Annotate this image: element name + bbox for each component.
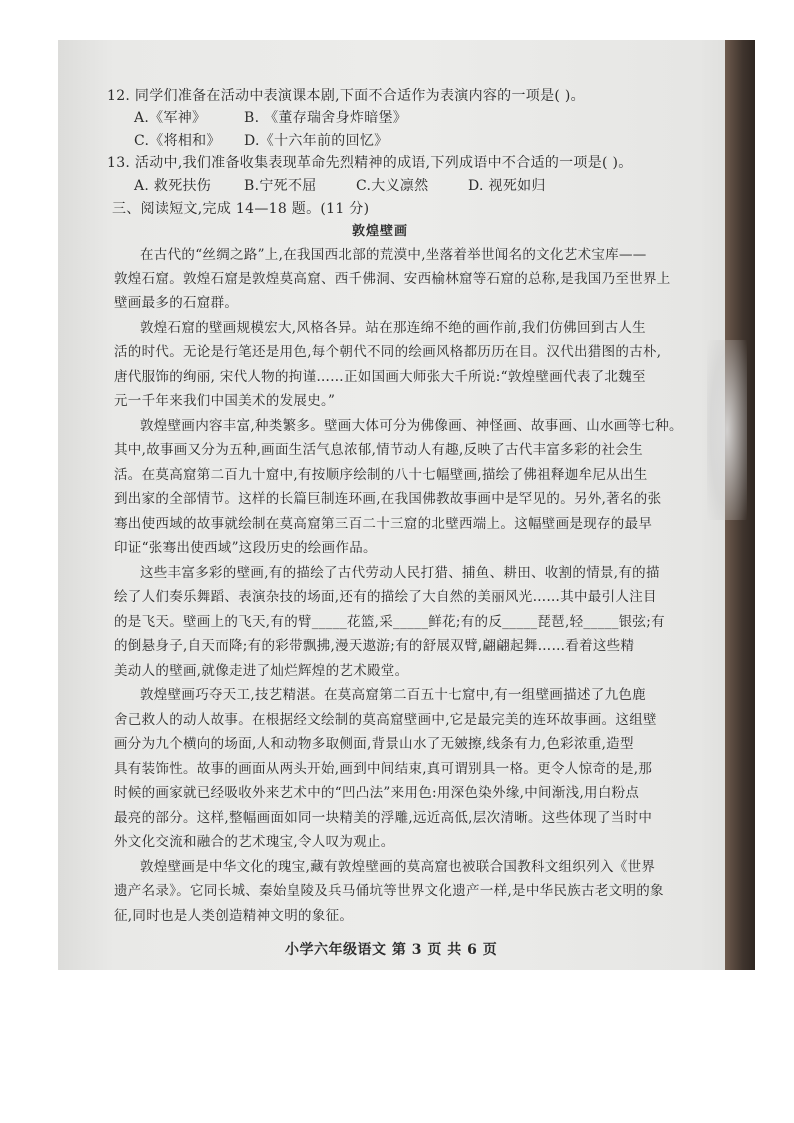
section-three-heading: 三、阅读短文,完成 14—18 题。(11 分) — [112, 201, 370, 217]
question-13-option-d: D. 视死如归 — [468, 178, 546, 194]
article-line: 敦煌壁画是中华文化的瑰宝,藏有敦煌壁画的莫高窟也被联合国教科文组织列入《世界 — [140, 859, 656, 875]
article-line: 具有装饰性。故事的画面从两头开始,画到中间结束,真可谓别具一格。更令人惊奇的是,那 — [114, 761, 653, 777]
article-line-with-blanks: 的是飞天。壁画上的飞天,有的臂_____花篮,采_____鲜花;有的反_____琵琶,轻_____银弦;有 — [114, 614, 665, 630]
page-footer: 小学六年级语文 第 3 页 共 6 页 — [285, 942, 498, 958]
article-line: 活。在莫高窟第二百九十窟中,有按顺序绘制的八十七幅壁画,描绘了佛祖释迦牟尼从出生 — [114, 467, 648, 483]
question-13-option-c: C.大义凛然 — [356, 178, 429, 194]
question-13-option-a: A. 救死扶伤 — [134, 178, 212, 194]
exam-paper — [58, 40, 725, 970]
article-line: 其中,故事画又分为五种,画面生活气息浓郁,情节动人有趣,反映了古代丰富多彩的社会生 — [114, 442, 643, 458]
article-line: 敦煌石窟。敦煌石窟是敦煌莫高窟、西千佛洞、安西榆林窟等石窟的总称,是我国乃至世界上 — [114, 271, 671, 287]
question-12-option-d: D.《十六年前的回忆》 — [244, 133, 389, 149]
light-glare — [707, 340, 747, 520]
article-line: 壁画最多的石窟群。 — [114, 295, 239, 311]
question-13-stem: 13. 活动中,我们准备收集表现革命先烈精神的成语,下列成语中不合适的一项是( )。 — [107, 155, 633, 171]
question-12-option-a: A.《军神》 — [134, 110, 207, 126]
article-line: 唐代服饰的绚丽, 宋代人物的拘谨……正如国画大师张大千所说:“敦煌壁画代表了北魏至 — [114, 369, 646, 385]
article-line: 的倒悬身子,自天而降;有的彩带飘拂,漫天遨游;有的舒展双臂,翩翩起舞……看着这些精 — [114, 638, 635, 654]
question-12-option-c: C.《将相和》 — [134, 133, 221, 149]
photographed-page — [58, 40, 755, 970]
article-line: 骞出使西域的故事就绘制在莫高窟第三百二十三窟的北壁西端上。这幅壁画是现存的最早 — [114, 516, 653, 532]
article-line: 画分为九个横向的场面,人和动物多取侧面,背景山水了无皴擦,线条有力,色彩浓重,造型 — [114, 736, 634, 752]
article-line: 时候的画家就已经吸收外来艺术中的“凹凸法”来用色:用深色染外缘,中间渐浅,用白粉点 — [114, 785, 640, 801]
article-line: 敦煌壁画巧夺天工,技艺精湛。在莫高窟第二百五十七窟中,有一组壁画描述了九色鹿 — [140, 687, 646, 703]
article-line: 绘了人们奏乐舞蹈、表演杂技的场面,还有的描绘了大自然的美丽风光……其中最引人注目 — [114, 589, 657, 605]
article-line: 这些丰富多彩的壁画,有的描绘了古代劳动人民打猎、捕鱼、耕田、收割的情景,有的描 — [140, 565, 660, 581]
article-line: 到出家的全部情节。这样的长篇巨制连环画,在我国佛教故事画中是罕见的。另外,著名的张 — [114, 491, 662, 507]
question-13-option-b: B.宁死不屈 — [244, 178, 317, 194]
article-line: 遗产名录》。它同长城、秦始皇陵及兵马俑坑等世界文化遗产一样,是中华民族古老文明的象 — [114, 883, 664, 899]
article-line: 敦煌石窟的壁画规模宏大,风格各异。站在那连绵不绝的画作前,我们仿佛回到古人生 — [140, 320, 646, 336]
question-12-options-row1 — [134, 108, 407, 128]
article-line: 美动人的壁画,就像走进了灿烂辉煌的艺术殿堂。 — [114, 663, 409, 679]
article-line: 印证“张骞出使西域”这段历史的绘画作品。 — [114, 540, 377, 556]
article-line: 在古代的“丝绸之路”上,在我国西北部的荒漠中,坐落着举世闻名的文化艺术宝库—— — [140, 247, 647, 263]
article-line: 元一千年来我们中国美术的发展史。” — [114, 393, 336, 409]
article-line: 舍己救人的动人故事。在根据经文绘制的莫高窟壁画中,它是最完美的连环故事画。这组壁 — [114, 712, 657, 728]
article-line: 最亮的部分。这样,整幅画面如同一块精美的浮雕,远近高低,层次清晰。这些体现了当时中 — [114, 810, 653, 826]
article-line: 征,同时也是人类创造精神文明的象征。 — [114, 908, 354, 924]
article-line: 敦煌壁画内容丰富,种类繁多。壁画大体可分为佛像画、神怪画、故事画、山水画等七种。 — [140, 418, 683, 434]
question-13-options — [134, 176, 546, 196]
article-title: 敦煌壁画 — [352, 224, 409, 239]
article-line: 活的时代。无论是行笔还是用色,每个朝代不同的绘画风格都历历在目。汉代出猎图的古朴, — [114, 344, 662, 360]
question-12-options-row2 — [134, 131, 388, 151]
question-12-stem: 12. 同学们准备在活动中表演课本剧,下面不合适作为表演内容的一项是( )。 — [107, 88, 585, 104]
question-12-option-b: B. 《董存瑞舍身炸暗堡》 — [244, 110, 408, 126]
article-line: 外文化交流和融合的艺术瑰宝,令人叹为观止。 — [114, 834, 395, 850]
